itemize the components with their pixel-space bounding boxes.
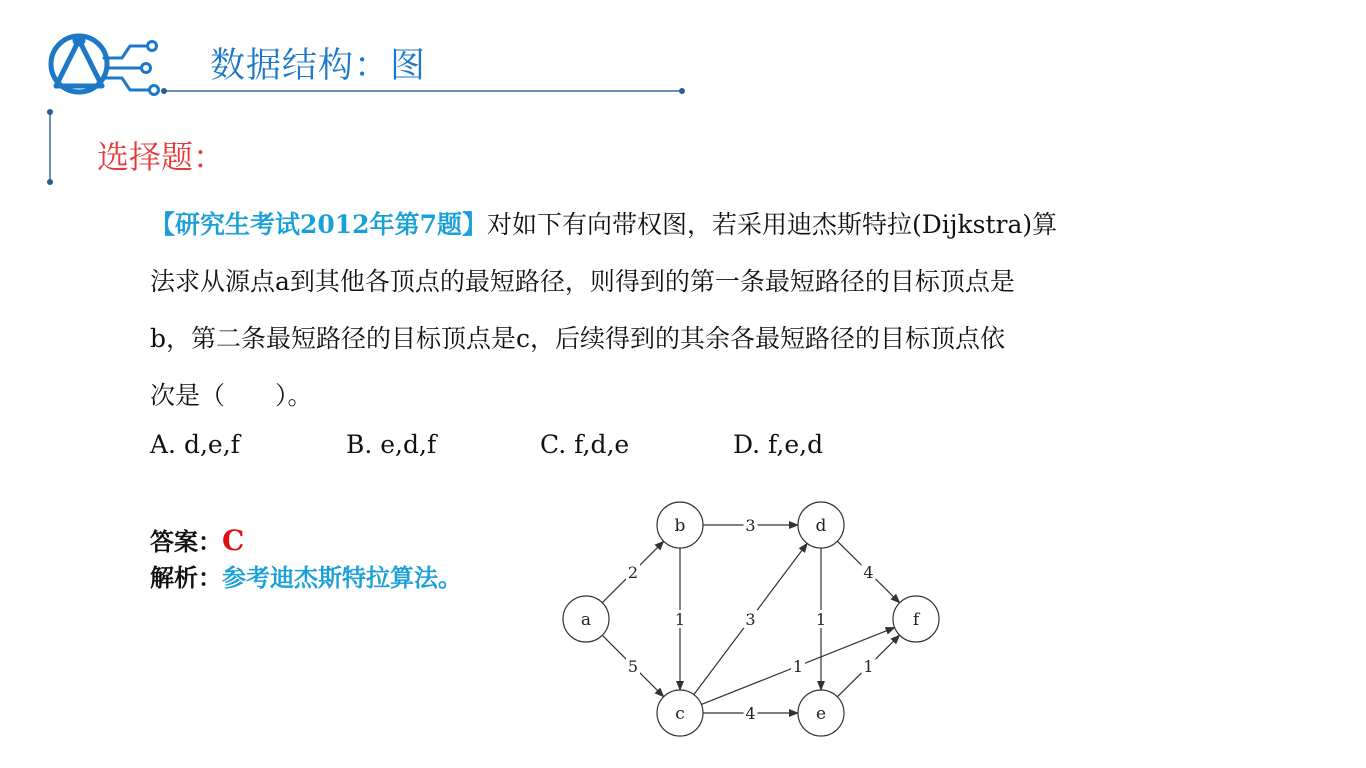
option-b: B. e,d,f bbox=[346, 430, 437, 459]
side-divider bbox=[49, 112, 51, 182]
answer-label: 答案： bbox=[150, 527, 222, 556]
divider-dot bbox=[47, 109, 53, 115]
divider-dot bbox=[47, 179, 53, 185]
graph-node-label-e: e bbox=[815, 704, 827, 724]
divider-dot bbox=[161, 88, 167, 94]
question-line bbox=[150, 196, 1240, 253]
graph-node-label-b: b bbox=[674, 516, 686, 536]
header-divider bbox=[163, 90, 683, 92]
edge-weight-d-e: 1 bbox=[815, 610, 827, 629]
section-label: 选择题： bbox=[97, 138, 226, 176]
option-d: D. f,e,d bbox=[733, 430, 824, 459]
options-list bbox=[150, 424, 910, 464]
option-a: A. d,e,f bbox=[150, 430, 240, 459]
question-source: 【研究生考试2012年第7题】 bbox=[150, 210, 487, 239]
graph-node-label-f: f bbox=[912, 610, 920, 630]
edge-weight-b-c: 1 bbox=[674, 610, 686, 629]
logo-icon bbox=[42, 28, 172, 100]
question-line: 次是（ ）。 bbox=[150, 381, 313, 410]
edge-weight-c-f: 1 bbox=[792, 657, 804, 676]
graph-node-label-d: d bbox=[815, 516, 827, 536]
answer-value: C bbox=[222, 524, 245, 557]
edge-weight-c-e: 4 bbox=[745, 704, 756, 723]
explanation-text: 参考迪杰斯特拉算法。 bbox=[222, 563, 462, 592]
page-title: 数据结构：图 bbox=[210, 46, 427, 86]
option-c: C. f,d,e bbox=[540, 430, 630, 459]
question-line: b，第二条最短路径的目标顶点是c，后续得到的其余各最短路径的目标顶点依 bbox=[150, 324, 1006, 353]
graph-canvas bbox=[540, 490, 960, 750]
answer-row bbox=[150, 523, 462, 560]
answer-block bbox=[150, 523, 462, 596]
edge-weight-d-f: 4 bbox=[863, 563, 874, 582]
question-line: 法求从源点a到其他各顶点的最短路径，则得到的第一条最短路径的目标顶点是 bbox=[150, 267, 1015, 296]
explanation-label: 解析： bbox=[150, 563, 222, 592]
question-text bbox=[150, 196, 1240, 424]
graph-node-label-c: c bbox=[675, 704, 685, 724]
graph-node-label-a: a bbox=[580, 610, 592, 630]
edge-weight-c-d: 3 bbox=[745, 610, 756, 629]
edge-weight-a-b: 2 bbox=[627, 563, 639, 582]
edge-weight-e-f: 1 bbox=[863, 657, 874, 676]
edge-weight-a-c: 5 bbox=[627, 657, 639, 676]
question-line-text: 对如下有向带权图，若采用迪杰斯特拉(Dijkstra)算 bbox=[486, 210, 1058, 239]
directed-weighted-graph bbox=[540, 490, 960, 750]
edge-weight-b-d: 3 bbox=[745, 516, 756, 535]
divider-dot bbox=[679, 88, 685, 94]
explanation-row bbox=[150, 560, 462, 596]
